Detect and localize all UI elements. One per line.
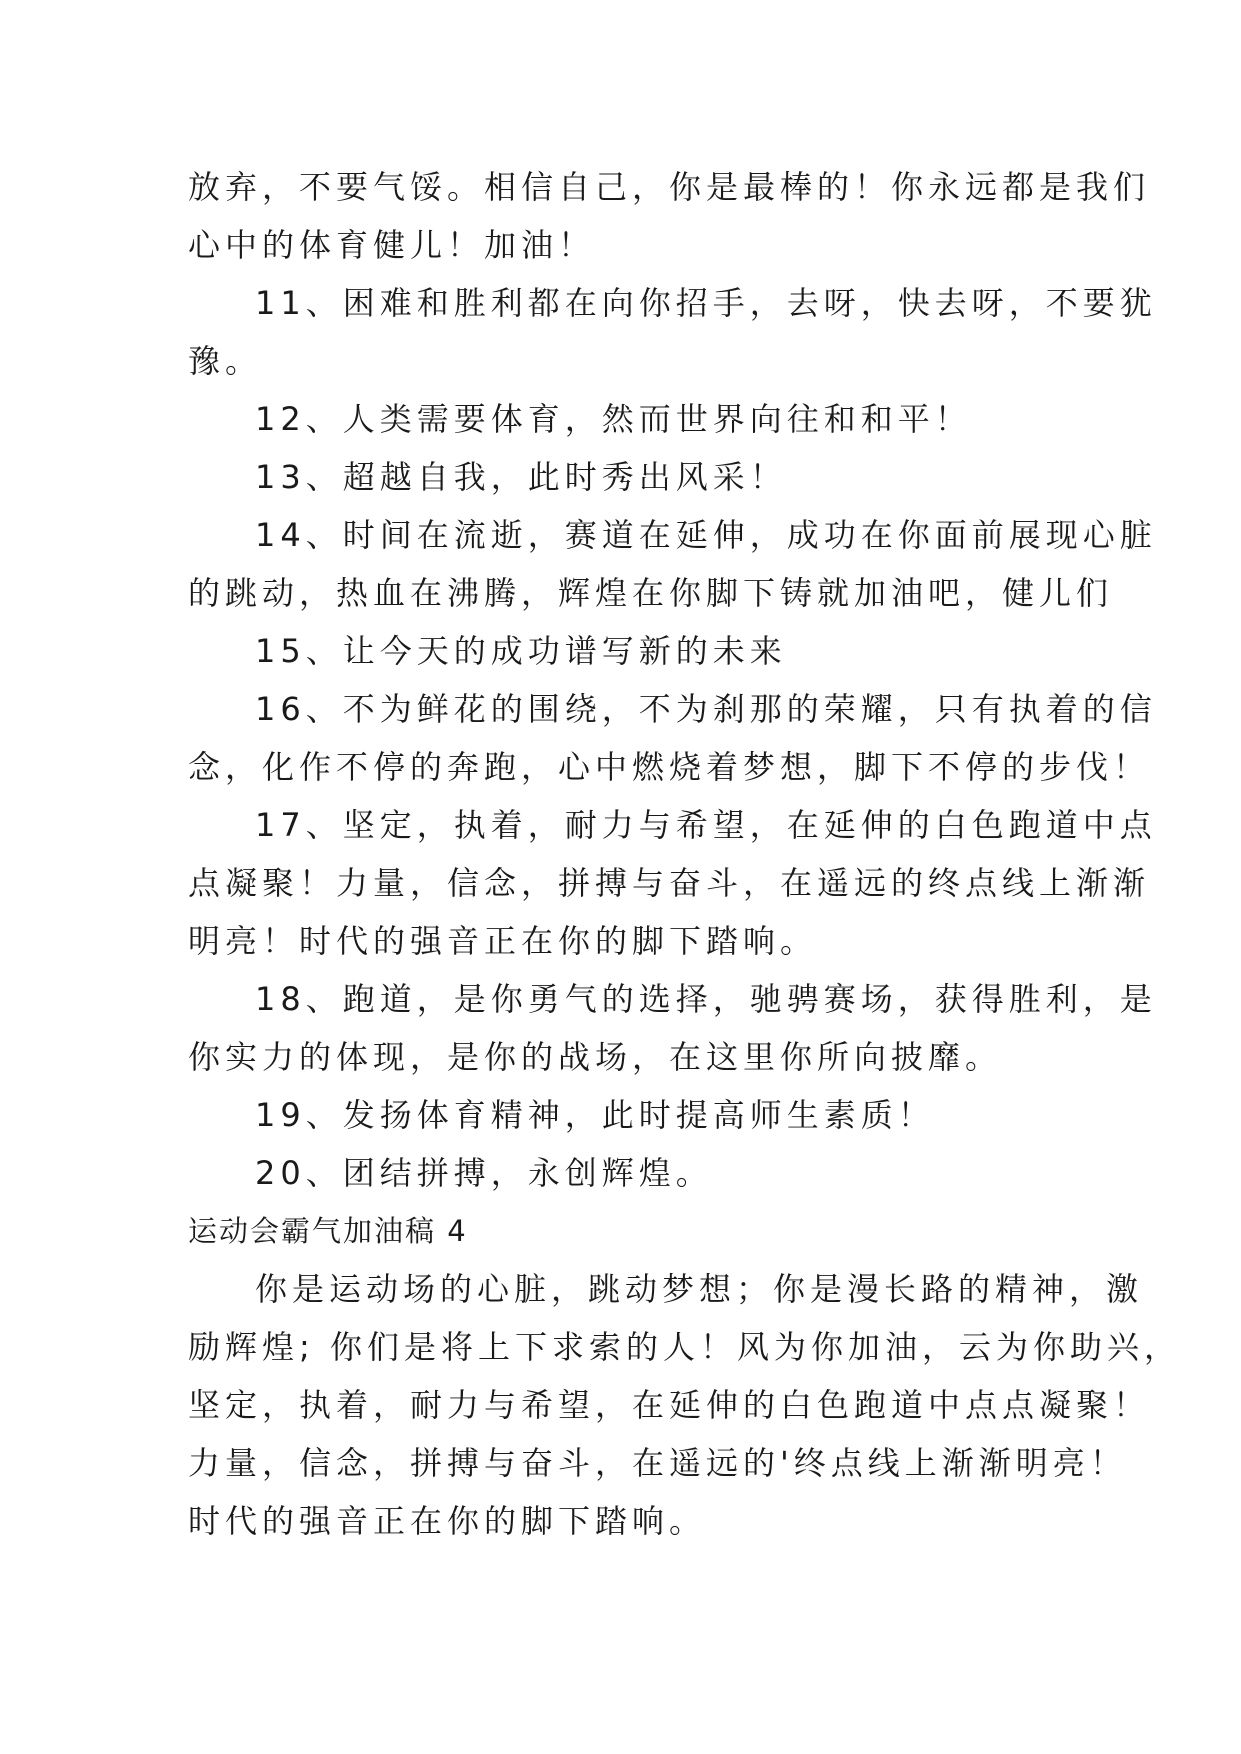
document-body	[188, 158, 1181, 1550]
text-line: 放弃，不要气馁。相信自己，你是最棒的！你永远都是我们	[188, 168, 1151, 206]
text-line: 15、让今天的成功谱写新的未来	[255, 632, 787, 670]
text-line: 11、困难和胜利都在向你招手，去呀，快去呀，不要犹	[255, 284, 1157, 322]
text-line: 坚定，执着，耐力与希望，在延伸的白色跑道中点点凝聚！	[188, 1386, 1151, 1424]
text-line: 点凝聚！力量，信念，拼搏与奋斗，在遥远的终点线上渐渐	[188, 864, 1151, 902]
text-line: 念，化作不停的奔跑，心中燃烧着梦想，脚下不停的步伐！	[188, 748, 1151, 786]
text-line: 力量，信念，拼搏与奋斗，在遥远的'终点线上渐渐明亮！	[188, 1444, 1127, 1482]
text-line: 18、跑道，是你勇气的选择，驰骋赛场，获得胜利，是	[255, 980, 1157, 1018]
text-line: 心中的体育健儿！加油！	[188, 226, 596, 264]
text-line: 13、超越自我，此时秀出风采！	[255, 458, 787, 496]
text-line: 豫。	[188, 342, 263, 380]
section-title: 运动会霸气加油稿 4	[188, 1214, 468, 1248]
text-line: 20、团结拼搏，永创辉煌。	[255, 1154, 713, 1192]
text-line: 19、发扬体育精神，此时提高师生素质！	[255, 1096, 935, 1134]
text-line: 你实力的体现，是你的战场，在这里你所向披靡。	[188, 1038, 1003, 1076]
text-line: 14、时间在流逝，赛道在延伸，成功在你面前展现心脏	[255, 516, 1157, 554]
text-line: 明亮！时代的强音正在你的脚下踏响。	[188, 922, 818, 960]
text-line: 的跳动，热血在沸腾，辉煌在你脚下铸就加油吧，健儿们	[188, 574, 1114, 612]
text-line: 你是运动场的心脏，跳动梦想；你是漫长路的精神，激	[255, 1270, 1144, 1308]
text-line: 12、人类需要体育，然而世界向往和和平！	[255, 400, 972, 438]
text-line: 时代的强音正在你的脚下踏响。	[188, 1502, 707, 1540]
text-line: 17、坚定，执着，耐力与希望，在延伸的白色跑道中点	[255, 806, 1157, 844]
text-line: 励辉煌; 你们是将上下求索的人！风为你加油，云为你助兴，	[188, 1328, 1181, 1366]
text-line: 16、不为鲜花的围绕，不为刹那的荣耀，只有执着的信	[255, 690, 1157, 728]
